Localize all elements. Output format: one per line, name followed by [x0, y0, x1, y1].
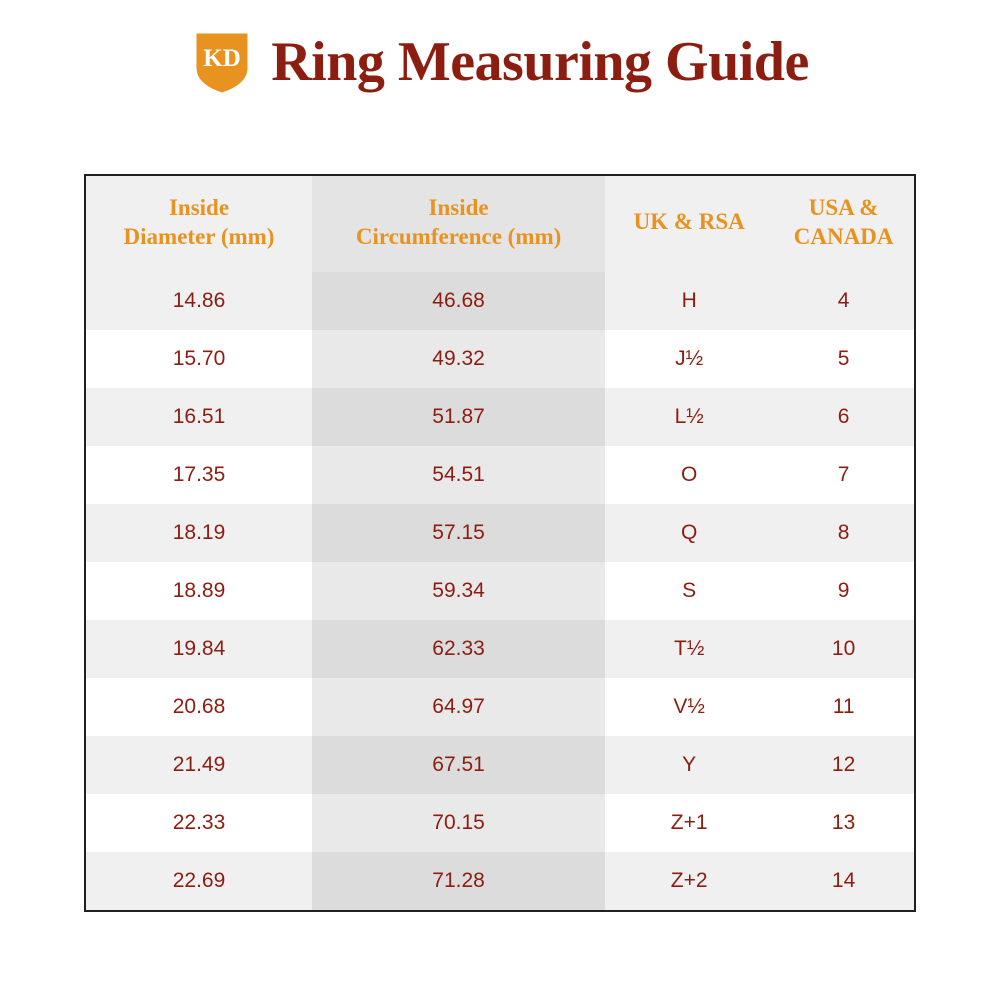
table-row	[86, 272, 914, 330]
table-cell: 59.34	[312, 562, 605, 620]
table-cell: 62.33	[312, 620, 605, 678]
ring-size-table-container	[84, 174, 916, 912]
column-header-line-1: Inside	[428, 195, 489, 220]
column-header-inside-diameter	[86, 176, 312, 272]
page-header	[0, 0, 1000, 92]
table-cell: 20.68	[86, 678, 312, 736]
column-header-inside-circumference	[312, 176, 605, 272]
table-cell: Z+1	[605, 794, 773, 852]
svg-text:KD: KD	[203, 45, 241, 72]
table-cell: 11	[773, 678, 914, 736]
table-body	[86, 272, 914, 910]
table-cell: 8	[773, 504, 914, 562]
table-cell: Y	[605, 736, 773, 794]
column-header-line-2: CANADA	[793, 223, 894, 249]
column-header-line-1: Inside	[168, 195, 230, 220]
table-header	[86, 176, 914, 272]
table-row	[86, 562, 914, 620]
column-header-line-2: Diameter (mm)	[123, 223, 275, 249]
table-row	[86, 446, 914, 504]
table-row	[86, 330, 914, 388]
table-cell: 51.87	[312, 388, 605, 446]
table-cell: 14.86	[86, 272, 312, 330]
table-header-row	[86, 176, 914, 272]
table-cell: 7	[773, 446, 914, 504]
column-header-line-1: UK & RSA	[633, 209, 745, 235]
table-cell: 57.15	[312, 504, 605, 562]
table-cell: 22.33	[86, 794, 312, 852]
table-cell: 64.97	[312, 678, 605, 736]
table-cell: 17.35	[86, 446, 312, 504]
column-header-usa-canada	[773, 176, 914, 272]
table-cell: 54.51	[312, 446, 605, 504]
table-row	[86, 678, 914, 736]
table-cell: Z+2	[605, 852, 773, 910]
table-cell: 22.69	[86, 852, 312, 910]
table-cell: 19.84	[86, 620, 312, 678]
table-cell: 12	[773, 736, 914, 794]
table-cell: 9	[773, 562, 914, 620]
column-header-uk-rsa	[605, 176, 773, 272]
page-title: Ring Measuring Guide	[271, 31, 809, 93]
table-cell: 6	[773, 388, 914, 446]
table-row	[86, 794, 914, 852]
column-header-line-2: Circumference (mm)	[355, 223, 562, 249]
table-cell: 16.51	[86, 388, 312, 446]
table-row	[86, 736, 914, 794]
table-cell: 71.28	[312, 852, 605, 910]
table-cell: V½	[605, 678, 773, 736]
table-cell: O	[605, 446, 773, 504]
table-cell: J½	[605, 330, 773, 388]
table-cell: L½	[605, 388, 773, 446]
table-cell: H	[605, 272, 773, 330]
table-cell: 21.49	[86, 736, 312, 794]
table-cell: 14	[773, 852, 914, 910]
table-cell: 5	[773, 330, 914, 388]
table-cell: 13	[773, 794, 914, 852]
table-cell: 46.68	[312, 272, 605, 330]
table-cell: 18.89	[86, 562, 312, 620]
table-row	[86, 388, 914, 446]
table-cell: 4	[773, 272, 914, 330]
ring-size-table	[86, 176, 914, 910]
table-cell: S	[605, 562, 773, 620]
table-row	[86, 620, 914, 678]
table-cell: 10	[773, 620, 914, 678]
kd-shield-logo	[191, 28, 253, 96]
table-cell: Q	[605, 504, 773, 562]
table-cell: 18.19	[86, 504, 312, 562]
table-cell: 70.15	[312, 794, 605, 852]
table-cell: T½	[605, 620, 773, 678]
table-row	[86, 504, 914, 562]
table-cell: 67.51	[312, 736, 605, 794]
table-cell: 49.32	[312, 330, 605, 388]
table-cell: 15.70	[86, 330, 312, 388]
column-header-line-1: USA &	[808, 195, 879, 220]
table-row	[86, 852, 914, 910]
